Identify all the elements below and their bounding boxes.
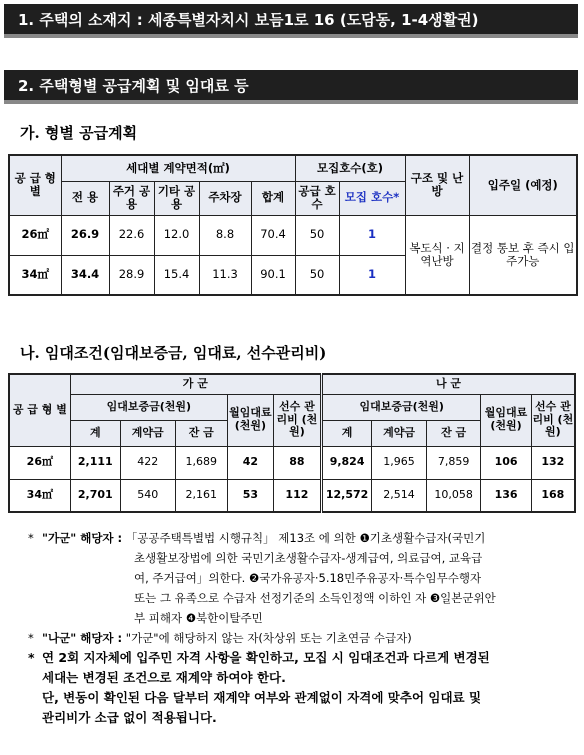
supply-plan-banner — [4, 70, 578, 104]
header-other-common: 기타 공용 — [154, 181, 199, 215]
row-ga-contract: 422 — [120, 446, 175, 479]
header-exclusive: 전 용 — [61, 181, 109, 215]
note-bullet: * — [28, 531, 34, 545]
location-banner — [4, 4, 578, 38]
row-na-mgmt: 132 — [531, 446, 575, 479]
header-na-deposit: 임대보증금(천원) — [321, 394, 480, 420]
row-na-contract: 2,514 — [372, 479, 427, 512]
row-supply: 50 — [295, 215, 339, 255]
row-exclusive: 26.9 — [61, 215, 109, 255]
row-total: 70.4 — [251, 215, 295, 255]
row-na-rent: 106 — [481, 446, 531, 479]
note-bullet: * — [28, 650, 35, 665]
row-other-common: 15.4 — [154, 255, 199, 295]
header-recruit-group: 모집호수(호) — [295, 155, 405, 181]
row-na-sum: 9,824 — [321, 446, 371, 479]
row-na-balance: 10,058 — [426, 479, 481, 512]
header-group-na: 나 군 — [321, 374, 575, 394]
header-parking: 주차장 — [199, 181, 251, 215]
row-total: 90.1 — [251, 255, 295, 295]
note-ga-line2: 초생활보장법에 의한 국민기초생활수급자-생계급여, 의료급여, 교육급 — [134, 551, 483, 565]
row-ga-mgmt: 88 — [273, 446, 321, 479]
row-other-common: 12.0 — [154, 215, 199, 255]
header-total: 합계 — [251, 181, 295, 215]
header-move-in: 입주일 (예정) — [469, 155, 577, 215]
header-area-group: 세대별 계약면적(㎡) — [61, 155, 295, 181]
row-ga-sum: 2,701 — [70, 479, 120, 512]
row-type: 26㎡ — [9, 215, 61, 255]
header-ga-mgmt: 선수 관리비 (천원) — [273, 394, 321, 446]
header-residential-common: 주거 공용 — [109, 181, 154, 215]
row-ga-sum: 2,111 — [70, 446, 120, 479]
header-ga-balance: 잔 금 — [175, 420, 227, 446]
row-ga-mgmt: 112 — [273, 479, 321, 512]
row-type: 26㎡ — [9, 446, 70, 479]
row-na-mgmt: 168 — [531, 479, 575, 512]
row-ga-contract: 540 — [120, 479, 175, 512]
notes-block — [28, 528, 570, 728]
header-na-contract: 계약금 — [372, 420, 427, 446]
row-na-contract: 1,965 — [372, 446, 427, 479]
row-ga-balance: 1,689 — [175, 446, 227, 479]
header-ga-sum: 계 — [70, 420, 120, 446]
header-type: 공 급 형 별 — [9, 155, 61, 215]
row-na-sum: 12,572 — [321, 479, 371, 512]
row-type: 34㎡ — [9, 479, 70, 512]
table-row — [9, 215, 577, 255]
header-recruit: 모집 호수* — [339, 181, 405, 215]
note-ga-line4: 또는 그 유족으로 수급자 선정기준의 소득인정액 이하인 자 ❸일본군위안 — [134, 591, 496, 605]
header-group-ga: 가 군 — [70, 374, 321, 394]
note-ga-line3: 여, 주거급여」의한다. ❷국가유공자·5.18민주유공자·특수임무수행자 — [134, 571, 482, 585]
note-na-text: "가군"에 해당하지 않는 자(차상위 또는 기초연금 수급자) — [125, 631, 412, 645]
header-na-mgmt: 선수 관리비 (천원) — [531, 394, 575, 446]
row-na-balance: 7,859 — [426, 446, 481, 479]
row-supply: 50 — [295, 255, 339, 295]
header-na-balance: 잔 금 — [426, 420, 481, 446]
header-na-rent: 월임대료 (천원) — [481, 394, 531, 446]
note-ga-line5: 부 피해자 ❹북한이탈주민 — [134, 611, 263, 625]
note-renewal — [28, 648, 570, 728]
row-ga-balance: 2,161 — [175, 479, 227, 512]
location-text: 1. 주택의 소재지 : 세종특별자치시 보듬1로 16 (도담동, 1-4생활권) — [18, 10, 479, 29]
table-row — [9, 446, 575, 479]
row-ga-rent: 53 — [227, 479, 273, 512]
header-na-sum: 계 — [321, 420, 371, 446]
note-na-label: "나군" 해당자 : — [42, 631, 123, 645]
row-recruit: 1 — [339, 215, 405, 255]
note-renewal-line4: 관리비가 소급 없이 적용됩니다. — [42, 710, 217, 725]
header-ga-rent: 월임대료 (천원) — [227, 394, 273, 446]
row-residential-common: 22.6 — [109, 215, 154, 255]
note-renewal-line3: 단, 변동이 확인된 다음 달부터 재계약 여부와 관계없이 자격에 맞추어 임대료 및 — [42, 690, 482, 705]
note-renewal-line1: 연 2회 지자체에 입주민 자격 사항을 확인하고, 모집 시 임대조건과 다르게 변경된 — [42, 650, 490, 665]
row-parking: 8.8 — [199, 215, 251, 255]
note-bullet: * — [28, 631, 34, 645]
note-ga — [28, 528, 570, 628]
section-a-title: 가. 형별 공급계획 — [20, 124, 138, 142]
section-b-title: 나. 임대조건(임대보증금, 임대료, 선수관리비) — [20, 344, 327, 362]
supply-plan-table — [8, 154, 578, 296]
header-structure: 구조 및 난방 — [405, 155, 469, 215]
header-type: 공 급 형 별 — [9, 374, 70, 446]
row-ga-rent: 42 — [227, 446, 273, 479]
table-row — [9, 479, 575, 512]
header-supply: 공급 호수 — [295, 181, 339, 215]
header-ga-contract: 계약금 — [120, 420, 175, 446]
rental-conditions-table — [8, 373, 576, 513]
row-exclusive: 34.4 — [61, 255, 109, 295]
row-parking: 11.3 — [199, 255, 251, 295]
note-ga-line1: 「공공주택특별법 시행규칙」 제13조 에 의한 ❶기초생활수급자(국민기 — [125, 531, 486, 545]
structure-value: 복도식 · 지역난방 — [405, 215, 469, 295]
row-residential-common: 28.9 — [109, 255, 154, 295]
row-type: 34㎡ — [9, 255, 61, 295]
supply-plan-text: 2. 주택형별 공급계획 및 임대료 등 — [18, 76, 249, 95]
row-na-rent: 136 — [481, 479, 531, 512]
note-ga-label: "가군" 해당자 : — [42, 531, 123, 545]
move-in-value: 결정 통보 후 즉시 입주가능 — [469, 215, 577, 295]
note-na — [28, 628, 570, 648]
header-ga-deposit: 임대보증금(천원) — [70, 394, 227, 420]
note-renewal-line2: 세대는 변경된 조건으로 재계약 하여야 한다. — [42, 670, 286, 685]
row-recruit: 1 — [339, 255, 405, 295]
